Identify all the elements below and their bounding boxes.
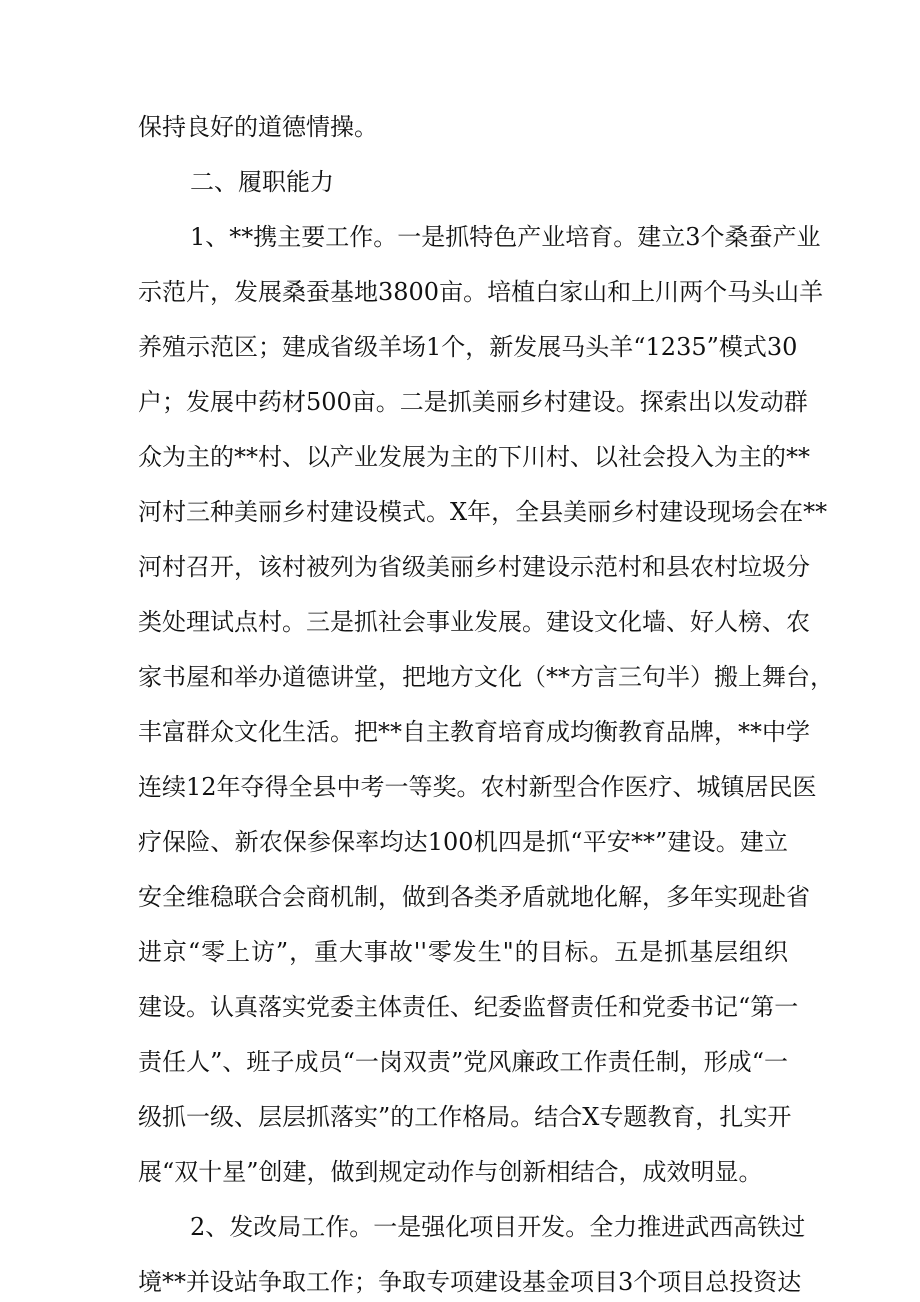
text-line-4: 示范片，发展桑蚕基地3800亩。培植白家山和上川两个马头山羊: [138, 278, 824, 306]
text-line-9: 河村召开，该村被列为省级美丽乡村建设示范村和县农村垃圾分: [138, 553, 810, 581]
text-line-21: 2、发改局工作。一是强化项目开发。全力推进武西高铁过: [190, 1213, 806, 1241]
text-line-16: 进京“零上访”，重大事故''零发生"的目标。五是抓基层组织: [138, 938, 788, 966]
text-line-13: 连续12年夺得全县中考一等奖。农村新型合作医疗、城镇居民医: [138, 773, 817, 801]
text-line-15: 安全维稳联合会商机制，做到各类矛盾就地化解，多年实现赴省: [138, 883, 810, 911]
text-line-1: 保持良好的道德情操。: [138, 113, 378, 141]
text-line-22: 境**并设站争取工作；争取专项建设基金项目3个项目总投资达: [138, 1268, 802, 1296]
section-heading: 二、履职能力: [190, 168, 334, 196]
text-line-17: 建设。认真落实党委主体责任、纪委监督责任和党委书记“第一: [138, 993, 799, 1021]
text-line-14: 疗保险、新农保参保率均达100机四是抓“平安**”建设。建立: [138, 828, 788, 856]
text-line-19: 级抓一级、层层抓落实”的工作格局。结合X专题教育，扎实开: [138, 1103, 792, 1131]
text-line-18: 责任人”、班子成员“一岗双责”党风廉政工作责任制，形成“一: [138, 1048, 788, 1076]
text-line-8: 河村三种美丽乡村建设模式。X年，全县美丽乡村建设现场会在**: [138, 498, 828, 526]
text-line-20: 展“双十星”创建，做到规定动作与创新相结合，成效明显。: [138, 1158, 763, 1186]
text-line-10: 类处理试点村。三是抓社会事业发展。建设文化墙、好人榜、农: [138, 608, 810, 636]
text-line-12: 丰富群众文化生活。把**自主教育培育成均衡教育品牌，**中学: [138, 718, 810, 746]
text-line-6: 户；发展中药材500亩。二是抓美丽乡村建设。探索出以发动群: [138, 388, 808, 416]
text-line-5: 养殖示范区；建成省级羊场1个，新发展马头羊“1235”模式30: [138, 333, 798, 361]
text-line-7: 众为主的**村、以产业发展为主的下川村、以社会投入为主的**: [138, 443, 810, 471]
text-line-3: 1、**携主要工作。一是抓特色产业培育。建立3个桑蚕产业: [190, 223, 821, 251]
text-line-11: 家书屋和举办道德讲堂，把地方文化（**方言三句半）搬上舞台，: [138, 663, 834, 691]
